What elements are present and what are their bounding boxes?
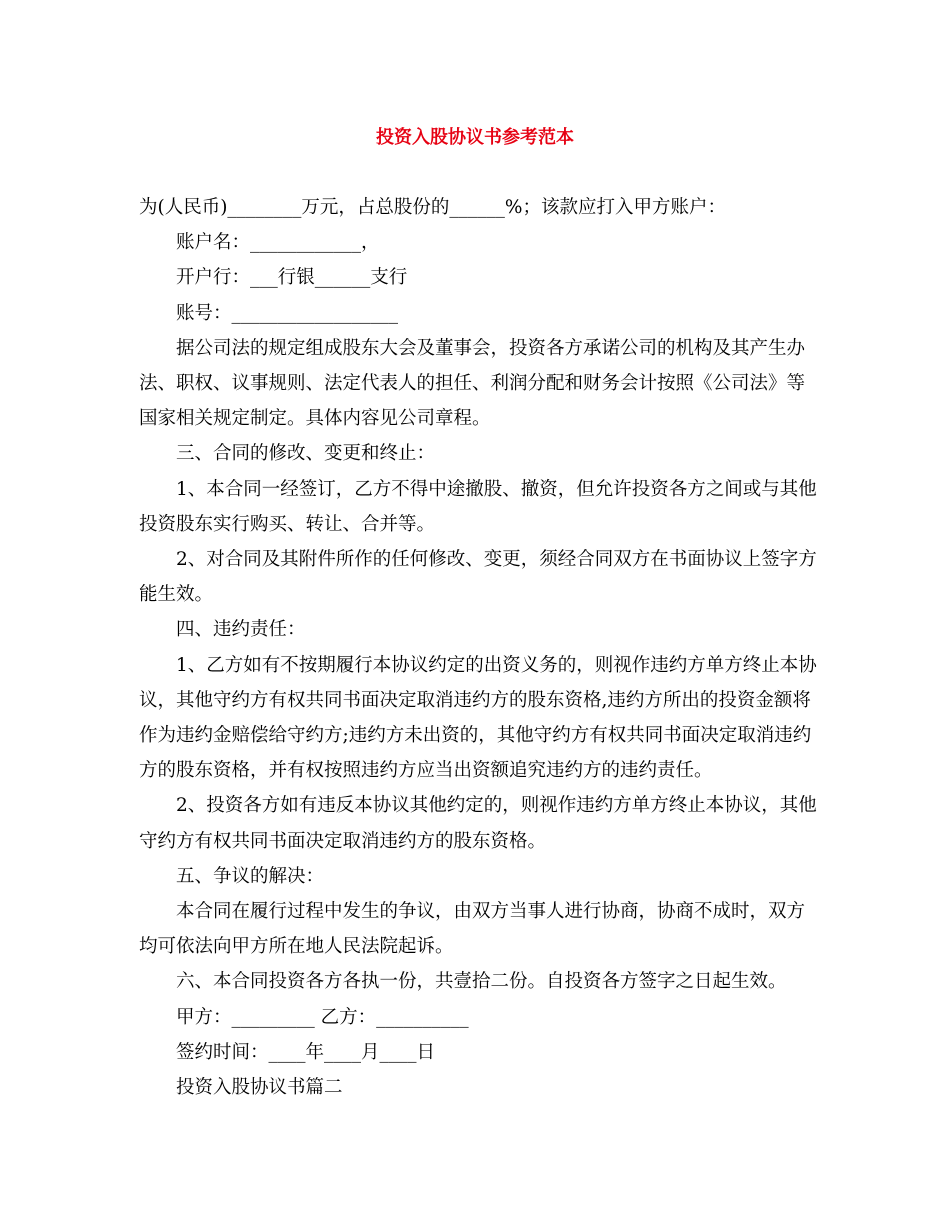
- section-heading: 五、争议的解决：: [176, 865, 325, 887]
- signing-date-line: 签约时间：____年____月____日: [176, 1041, 436, 1063]
- account-number-line: 账号：__________________: [176, 302, 399, 324]
- clause-paragraph: 1、本合同一经签订，乙方不得中途撤股、撤资，但允许投资各方之间或与其他投资股东实行购买、转让、合并等。: [139, 478, 817, 535]
- section-heading: 六、本合同投资各方各执一份，共壹拾二份。自投资各方签字之日起生效。: [176, 971, 787, 993]
- clause-paragraph: 2、对合同及其附件所作的任何修改、变更，须经合同双方在书面协议上签字方能生效。: [139, 549, 817, 606]
- section-heading: 四、违约责任：: [176, 619, 306, 641]
- bank-branch-line: 开户行：___行银______支行: [176, 267, 408, 289]
- clause-paragraph: 2、投资各方如有违反本协议其他约定的，则视作违约方单方终止本协议，其他守约方有权共同书面决定取消违约方的股东资格。: [139, 795, 817, 852]
- clause-paragraph: 1、乙方如有不按期履行本协议约定的出资义务的，则视作违约方单方终止本协议，其他守约方有权共同书面决定取消违约方的股东资格,违约方所出的投资金额将作为违约金赔偿给守约方;违约方未出资的，其他守约方有权共同书面决定取消违约方的股东资格，并有权按照违约方应当出资额追究违约方的违约责任。: [139, 654, 817, 782]
- section-heading: 三、合同的修改、变更和终止：: [176, 443, 436, 465]
- document-title: 投资入股协议书参考范本: [376, 127, 574, 148]
- payment-amount-paragraph: 为(人民币)________万元，占总股份的______%；该款应打入甲方账户：: [139, 197, 727, 218]
- next-section-title: 投资入股协议书篇二: [176, 1077, 343, 1099]
- signature-line: 甲方：_________ 乙方：__________: [176, 1006, 469, 1028]
- document-body: [139, 190, 819, 1105]
- company-law-paragraph: 据公司法的规定组成股东大会及董事会，投资各方承诺公司的机构及其产生办法、职权、议事规则、法定代表人的担任、利润分配和财务会计按照《公司法》等国家相关规定制定。具体内容见公司章程。: [139, 337, 806, 430]
- clause-paragraph: 本合同在履行过程中发生的争议，由双方当事人进行协商，协商不成时，双方均可依法向甲方所在地人民法院起诉。: [139, 901, 806, 958]
- account-name-line: 账户名：____________，: [176, 232, 380, 254]
